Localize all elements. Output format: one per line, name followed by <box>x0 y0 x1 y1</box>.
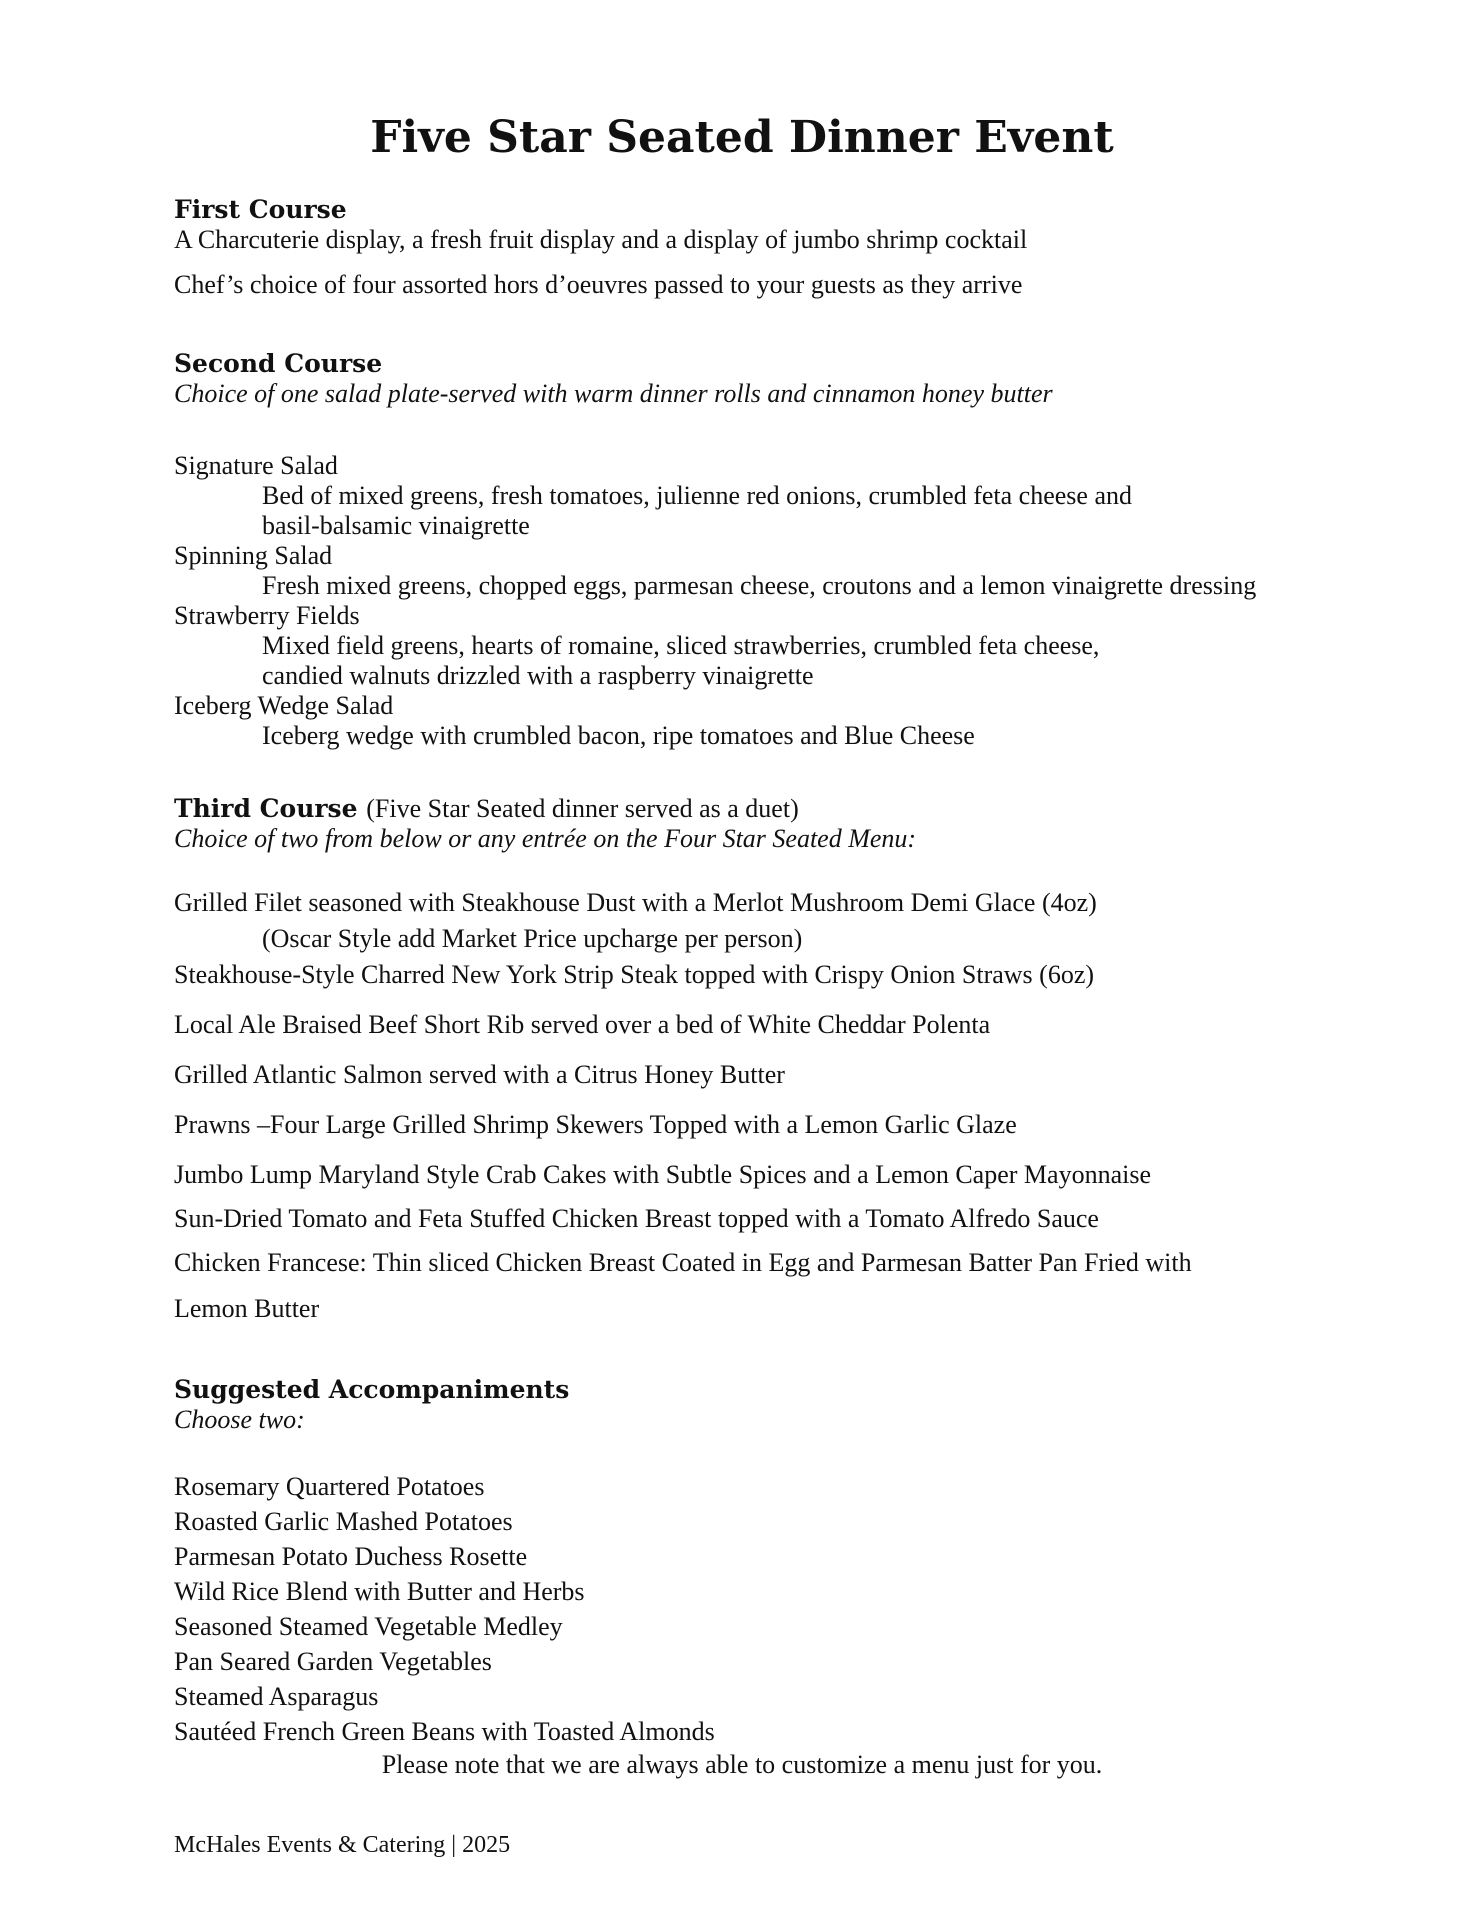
salad-list <box>174 451 1414 751</box>
accompaniment-item: Pan Seared Garden Vegetables <box>174 1647 492 1676</box>
entree-item: Local Ale Braised Beef Short Rib served over a bed of White Cheddar Polenta <box>174 1010 991 1039</box>
accompaniments-list <box>174 1469 1414 1749</box>
accompaniment-item: Roasted Garlic Mashed Potatoes <box>174 1507 513 1536</box>
third-course-heading: Third Course <box>174 794 358 823</box>
accompaniment-item: Sautéed French Green Beans with Toasted Almonds <box>174 1717 715 1746</box>
entree-note: (Oscar Style add Market Price upcharge per person) <box>262 924 803 953</box>
entree-item: Chicken Francese: Thin sliced Chicken Breast Coated in Egg and Parmesan Batter Pan Fried with <box>174 1248 1192 1277</box>
entree-continuation: Lemon Butter <box>174 1294 320 1323</box>
accompaniment-item: Wild Rice Blend with Butter and Herbs <box>174 1577 585 1606</box>
salad-name: Iceberg Wedge Salad <box>174 691 394 720</box>
second-course-section <box>174 348 1414 751</box>
salad-item <box>174 451 1414 541</box>
menu-content <box>174 194 1414 1749</box>
third-course-section <box>174 793 1414 1324</box>
accompaniment-item: Parmesan Potato Duchess Rosette <box>174 1542 528 1571</box>
second-course-subtitle: Choice of one salad plate-served with warm dinner rolls and cinnamon honey butter <box>174 379 1053 408</box>
salad-name: Spinning Salad <box>174 541 333 570</box>
salad-description: Fresh mixed greens, chopped eggs, parmesan cheese, croutons and a lemon vinaigrette dressing <box>262 571 1257 600</box>
entree-item: Prawns –Four Large Grilled Shrimp Skewers Topped with a Lemon Garlic Glaze <box>174 1110 1017 1139</box>
accompaniment-item: Steamed Asparagus <box>174 1682 379 1711</box>
salad-description: Mixed field greens, hearts of romaine, sliced strawberries, crumbled feta cheese, <box>262 631 1100 660</box>
salad-description: candied walnuts drizzled with a raspberry vinaigrette <box>262 661 814 690</box>
accompaniments-heading: Suggested Accompaniments <box>174 1375 570 1404</box>
page-title: Five Star Seated Dinner Event <box>370 112 1114 163</box>
salad-name: Signature Salad <box>174 451 338 480</box>
accompaniments-section <box>174 1374 1414 1749</box>
first-course-line: A Charcuterie display, a fresh fruit display and a display of jumbo shrimp cocktail <box>174 225 1028 254</box>
entree-item: Grilled Filet seasoned with Steakhouse Dust with a Merlot Mushroom Demi Glace (4oz) <box>174 888 1097 917</box>
second-course-heading: Second Course <box>174 349 383 378</box>
salad-item <box>174 601 1414 691</box>
third-course-subtitle: Choice of two from below or any entrée on the Four Star Seated Menu: <box>174 824 917 853</box>
salad-description: Bed of mixed greens, fresh tomatoes, julienne red onions, crumbled feta cheese and <box>262 481 1132 510</box>
customize-note: Please note that we are always able to customize a menu just for you. <box>381 1750 1103 1779</box>
third-course-heading-note: (Five Star Seated dinner served as a duet) <box>366 794 799 823</box>
entree-item: Grilled Atlantic Salmon served with a Citrus Honey Butter <box>174 1060 785 1089</box>
entree-item: Sun-Dried Tomato and Feta Stuffed Chicken Breast topped with a Tomato Alfredo Sauce <box>174 1204 1099 1233</box>
page-footer: McHales Events & Catering | 2025 <box>174 1832 511 1858</box>
third-course-heading-row <box>174 793 1414 824</box>
first-course-line: Chef’s choice of four assorted hors d’oeuvres passed to your guests as they arrive <box>174 270 1023 299</box>
salad-description: basil-balsamic vinaigrette <box>262 511 530 540</box>
accompaniments-subtitle: Choose two: <box>174 1405 305 1434</box>
first-course-heading: First Course <box>174 195 347 224</box>
entree-item: Steakhouse-Style Charred New York Strip Steak topped with Crispy Onion Straws (6oz) <box>174 960 1095 989</box>
accompaniment-item: Rosemary Quartered Potatoes <box>174 1472 485 1501</box>
accompaniment-item: Seasoned Steamed Vegetable Medley <box>174 1612 563 1641</box>
salad-item <box>174 541 1414 601</box>
salad-description: Iceberg wedge with crumbled bacon, ripe tomatoes and Blue Cheese <box>262 721 975 750</box>
first-course-section <box>174 194 1414 300</box>
salad-item <box>174 691 1414 751</box>
salad-name: Strawberry Fields <box>174 601 360 630</box>
entree-item: Jumbo Lump Maryland Style Crab Cakes with Subtle Spices and a Lemon Caper Mayonnaise <box>174 1160 1151 1189</box>
